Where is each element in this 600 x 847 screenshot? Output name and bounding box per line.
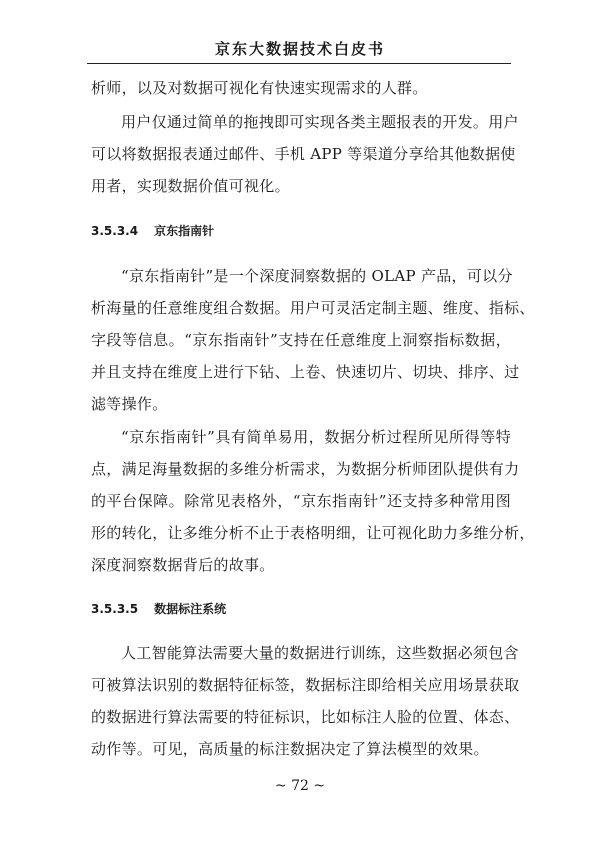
body-line: 人工智能算法需要大量的数据进行训练，这些数据必须包含: [121, 644, 519, 662]
header-rule: [87, 63, 511, 64]
body-line: 深度洞察数据背后的故事。: [91, 556, 275, 574]
section-number: 3.5.3.5: [91, 602, 139, 616]
body-line: 并且支持在维度上进行下钻、上卷、快速切片、切块、排序、过: [91, 363, 520, 381]
body-line: 点，满足海量数据的多维分析需求，为数据分析师团队提供有力: [91, 460, 520, 478]
body-line: 可以将数据报表通过邮件、手机 APP 等渠道分享给其他数据使: [91, 145, 516, 163]
body-line: 析海量的任意维度组合数据。用户可灵活定制主题、维度、指标、: [91, 299, 535, 317]
body-line: 的数据进行算法需要的特征标识，比如标注人脸的位置、体态、: [91, 708, 520, 726]
body-line: 的平台保障。除常见表格外，“京东指南针”还支持多种常用图: [91, 492, 511, 510]
body-line: 用户仅通过简单的拖拽即可实现各类主题报表的开发。用户: [121, 113, 519, 131]
section-heading: [91, 600, 226, 617]
section-title: 数据标注系统: [154, 602, 227, 616]
body-line: 滤等操作。: [91, 395, 168, 413]
body-line: “京东指南针”是一个深度洞察数据的 OLAP 产品，可以分: [121, 267, 513, 285]
running-header-title: 京东大数据技术白皮书: [214, 40, 385, 58]
section-title: 京东指南针: [154, 224, 215, 238]
body-line: 可被算法识别的数据特征标签，数据标注即给相关应用场景获取: [91, 676, 520, 694]
section-number: 3.5.3.4: [91, 224, 139, 238]
page-number: ~ 72 ~: [274, 778, 326, 794]
body-line: 用者，实现数据价值可视化。: [91, 177, 290, 195]
body-line: 字段等信息。“京东指南针”支持在任意维度上洞察指标数据，: [91, 331, 511, 349]
body-line: 析师，以及对数据可视化有快速实现需求的人群。: [91, 79, 428, 97]
body-line: “京东指南针”具有简单易用，数据分析过程所见所得等特: [121, 428, 511, 446]
section-heading: [91, 222, 214, 239]
body-line: 形的转化，让多维分析不止于表格明细，让可视化助力多维分析，: [91, 524, 535, 542]
body-line: 动作等。可见，高质量的标注数据决定了算法模型的效果。: [91, 740, 489, 758]
